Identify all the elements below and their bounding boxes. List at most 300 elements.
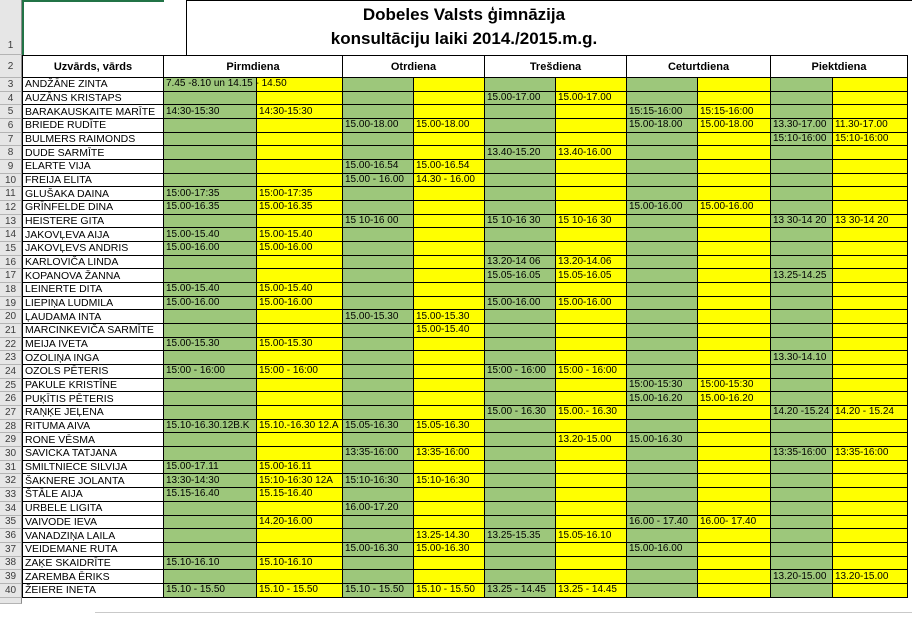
schedule-cell[interactable]	[833, 187, 908, 201]
row-header-14[interactable]: 14	[0, 228, 22, 242]
schedule-cell[interactable]	[771, 146, 833, 160]
schedule-cell[interactable]	[414, 269, 485, 283]
schedule-cell[interactable]	[833, 324, 908, 338]
schedule-cell[interactable]: 16.00 - 17.40	[627, 516, 698, 530]
schedule-cell[interactable]	[556, 474, 627, 488]
schedule-cell[interactable]	[556, 570, 627, 584]
schedule-cell[interactable]: 15.10 - 15.50	[257, 584, 343, 598]
schedule-cell[interactable]	[485, 557, 556, 571]
schedule-cell[interactable]	[164, 392, 257, 406]
schedule-cell[interactable]: 15:00-17:35	[257, 187, 343, 201]
schedule-cell[interactable]	[343, 338, 414, 352]
schedule-cell[interactable]	[698, 133, 771, 147]
schedule-cell[interactable]	[485, 242, 556, 256]
schedule-cell[interactable]: 15.10-16.10	[164, 557, 257, 571]
schedule-cell[interactable]	[627, 187, 698, 201]
schedule-cell[interactable]	[257, 310, 343, 324]
schedule-cell[interactable]	[698, 160, 771, 174]
schedule-cell[interactable]	[257, 351, 343, 365]
teacher-name-cell[interactable]: OZOLS PĒTERIS	[22, 365, 164, 379]
schedule-cell[interactable]: 15.00-18.00	[627, 119, 698, 133]
schedule-cell[interactable]	[343, 570, 414, 584]
schedule-cell[interactable]	[257, 324, 343, 338]
schedule-cell[interactable]	[833, 256, 908, 270]
row-header-8[interactable]: 8	[0, 146, 22, 160]
schedule-cell[interactable]: 15:00 - 16:00	[556, 365, 627, 379]
schedule-cell[interactable]	[257, 529, 343, 543]
schedule-cell[interactable]	[833, 392, 908, 406]
teacher-name-cell[interactable]: JAKOVĻEVA AIJA	[22, 228, 164, 242]
schedule-cell[interactable]	[556, 461, 627, 475]
schedule-cell[interactable]	[414, 392, 485, 406]
schedule-cell[interactable]	[414, 502, 485, 516]
row-header-2[interactable]: 2	[0, 55, 22, 78]
schedule-cell[interactable]	[414, 570, 485, 584]
schedule-cell[interactable]: 15.00-16.11	[257, 461, 343, 475]
schedule-cell[interactable]: 13.25-14.30	[414, 529, 485, 543]
schedule-cell[interactable]	[164, 543, 257, 557]
schedule-cell[interactable]: 15.00-15.30	[343, 310, 414, 324]
schedule-cell[interactable]	[698, 433, 771, 447]
schedule-cell[interactable]	[627, 310, 698, 324]
schedule-cell[interactable]	[414, 351, 485, 365]
schedule-cell[interactable]	[485, 119, 556, 133]
teacher-name-cell[interactable]: ŠTĀLE AIJA	[22, 488, 164, 502]
row-header-9[interactable]: 9	[0, 160, 22, 174]
schedule-cell[interactable]	[257, 215, 343, 229]
schedule-cell[interactable]	[485, 228, 556, 242]
teacher-name-cell[interactable]: SMILTNIECE SILVIJA	[22, 461, 164, 475]
row-header-22[interactable]: 22	[0, 338, 22, 352]
schedule-cell[interactable]: 15.05-16.05	[556, 269, 627, 283]
schedule-cell[interactable]	[414, 297, 485, 311]
schedule-cell[interactable]	[627, 133, 698, 147]
schedule-cell[interactable]	[627, 228, 698, 242]
schedule-cell[interactable]	[164, 269, 257, 283]
schedule-cell[interactable]	[485, 283, 556, 297]
schedule-cell[interactable]: 14.20 -15.24	[771, 406, 833, 420]
schedule-cell[interactable]	[164, 379, 257, 393]
schedule-cell[interactable]	[698, 187, 771, 201]
schedule-cell[interactable]	[164, 215, 257, 229]
schedule-cell[interactable]: 15:15-16:00	[627, 105, 698, 119]
schedule-cell[interactable]	[164, 92, 257, 106]
schedule-cell[interactable]	[771, 105, 833, 119]
schedule-cell[interactable]	[771, 92, 833, 106]
schedule-cell[interactable]	[257, 174, 343, 188]
schedule-cell[interactable]: 15.00-16.00	[164, 242, 257, 256]
row-header-35[interactable]: 35	[0, 516, 22, 530]
row-header-10[interactable]: 10	[0, 174, 22, 188]
schedule-cell[interactable]	[343, 269, 414, 283]
teacher-name-cell[interactable]: ŽEIERE INETA	[22, 584, 164, 598]
schedule-cell[interactable]: 15.00-16.00	[698, 201, 771, 215]
schedule-cell[interactable]	[771, 338, 833, 352]
row-header-stub[interactable]	[0, 598, 22, 604]
schedule-cell[interactable]	[771, 256, 833, 270]
schedule-cell[interactable]	[627, 447, 698, 461]
schedule-cell[interactable]: 13.20-14 06	[485, 256, 556, 270]
schedule-cell[interactable]	[485, 174, 556, 188]
schedule-cell[interactable]	[833, 338, 908, 352]
schedule-cell[interactable]: 15.00-16.35	[257, 201, 343, 215]
teacher-name-cell[interactable]: VAIVODE IEVA	[22, 516, 164, 530]
schedule-cell[interactable]	[771, 488, 833, 502]
schedule-cell[interactable]: 15.00 - 16.30	[485, 406, 556, 420]
teacher-name-cell[interactable]: SAVICKA TATJANA	[22, 447, 164, 461]
schedule-cell[interactable]	[414, 338, 485, 352]
schedule-cell[interactable]	[771, 365, 833, 379]
schedule-cell[interactable]	[833, 105, 908, 119]
schedule-cell[interactable]	[556, 310, 627, 324]
schedule-cell[interactable]	[257, 160, 343, 174]
schedule-cell[interactable]	[343, 297, 414, 311]
row-header-7[interactable]: 7	[0, 133, 22, 147]
schedule-cell[interactable]: 14:30-15:30	[257, 105, 343, 119]
schedule-cell[interactable]	[257, 256, 343, 270]
schedule-cell[interactable]	[627, 297, 698, 311]
schedule-cell[interactable]	[164, 502, 257, 516]
row-header-29[interactable]: 29	[0, 433, 22, 447]
schedule-cell[interactable]	[257, 146, 343, 160]
column-header-name[interactable]: Uzvārds, vārds	[22, 55, 164, 78]
schedule-cell[interactable]	[164, 174, 257, 188]
teacher-name-cell[interactable]: MEIJA IVETA	[22, 338, 164, 352]
schedule-cell[interactable]	[698, 297, 771, 311]
schedule-cell[interactable]	[257, 133, 343, 147]
schedule-cell[interactable]	[414, 516, 485, 530]
schedule-cell[interactable]	[414, 92, 485, 106]
schedule-cell[interactable]	[164, 529, 257, 543]
row-header-6[interactable]: 6	[0, 119, 22, 133]
teacher-name-cell[interactable]: JAKOVĻEVS ANDRIS	[22, 242, 164, 256]
schedule-cell[interactable]	[414, 557, 485, 571]
teacher-name-cell[interactable]: URBELE LIGITA	[22, 502, 164, 516]
schedule-cell[interactable]	[343, 433, 414, 447]
schedule-cell[interactable]	[833, 557, 908, 571]
row-header-38[interactable]: 38	[0, 557, 22, 571]
schedule-cell[interactable]	[698, 529, 771, 543]
schedule-cell[interactable]	[833, 160, 908, 174]
schedule-cell[interactable]	[556, 78, 627, 92]
teacher-name-cell[interactable]: MARCINKEVIČA SARMĪTE	[22, 324, 164, 338]
schedule-cell[interactable]	[771, 420, 833, 434]
schedule-cell[interactable]	[698, 365, 771, 379]
row-header-20[interactable]: 20	[0, 310, 22, 324]
schedule-cell[interactable]	[414, 365, 485, 379]
schedule-cell[interactable]	[485, 474, 556, 488]
schedule-cell[interactable]: 15.00 - 16.00	[343, 174, 414, 188]
schedule-cell[interactable]: 16.00-17.20	[343, 502, 414, 516]
schedule-cell[interactable]	[164, 570, 257, 584]
schedule-cell[interactable]: 15.05-16.10	[556, 529, 627, 543]
schedule-cell[interactable]	[485, 105, 556, 119]
schedule-cell[interactable]	[833, 78, 908, 92]
schedule-cell[interactable]	[414, 187, 485, 201]
row-header-25[interactable]: 25	[0, 379, 22, 393]
schedule-cell[interactable]	[485, 338, 556, 352]
schedule-cell[interactable]: 15:10-16:30	[414, 474, 485, 488]
schedule-cell[interactable]	[343, 228, 414, 242]
schedule-cell[interactable]	[556, 119, 627, 133]
schedule-cell[interactable]	[833, 174, 908, 188]
schedule-cell[interactable]	[343, 516, 414, 530]
schedule-cell[interactable]: 15.05-16.05	[485, 269, 556, 283]
schedule-cell[interactable]	[698, 283, 771, 297]
schedule-cell[interactable]: 15:00-15:30	[698, 379, 771, 393]
schedule-cell[interactable]	[627, 351, 698, 365]
schedule-cell[interactable]	[698, 324, 771, 338]
teacher-name-cell[interactable]: VANADZIŅA LAILA	[22, 529, 164, 543]
teacher-name-cell[interactable]: PUĶĪTIS PĒTERIS	[22, 392, 164, 406]
schedule-cell[interactable]	[771, 324, 833, 338]
schedule-cell[interactable]	[414, 78, 485, 92]
schedule-cell[interactable]	[414, 433, 485, 447]
schedule-cell[interactable]: 15.00-16.00	[556, 297, 627, 311]
schedule-cell[interactable]	[833, 433, 908, 447]
schedule-cell[interactable]	[485, 502, 556, 516]
schedule-cell[interactable]	[164, 119, 257, 133]
schedule-cell[interactable]	[164, 406, 257, 420]
schedule-cell[interactable]	[771, 78, 833, 92]
schedule-cell[interactable]	[343, 201, 414, 215]
schedule-cell[interactable]	[698, 215, 771, 229]
schedule-cell[interactable]: 13.25 - 14.45	[485, 584, 556, 598]
row-header-1[interactable]: 1	[0, 0, 22, 55]
schedule-cell[interactable]	[257, 119, 343, 133]
row-header-33[interactable]: 33	[0, 488, 22, 502]
schedule-cell[interactable]	[556, 543, 627, 557]
schedule-cell[interactable]: 15.00-16.00	[627, 201, 698, 215]
schedule-cell[interactable]: 15.00-17.11	[164, 461, 257, 475]
schedule-cell[interactable]	[343, 92, 414, 106]
schedule-cell[interactable]	[343, 557, 414, 571]
schedule-cell[interactable]	[833, 379, 908, 393]
schedule-cell[interactable]	[343, 529, 414, 543]
schedule-cell[interactable]	[771, 160, 833, 174]
schedule-cell[interactable]	[164, 351, 257, 365]
schedule-cell[interactable]	[257, 502, 343, 516]
schedule-cell[interactable]	[485, 488, 556, 502]
schedule-cell[interactable]: 15.00-16.20	[627, 392, 698, 406]
schedule-cell[interactable]	[698, 570, 771, 584]
schedule-cell[interactable]	[164, 433, 257, 447]
schedule-cell[interactable]	[627, 92, 698, 106]
schedule-cell[interactable]	[164, 146, 257, 160]
schedule-cell[interactable]: 13.40-15.20	[485, 146, 556, 160]
schedule-cell[interactable]	[257, 433, 343, 447]
schedule-cell[interactable]	[485, 310, 556, 324]
schedule-cell[interactable]: 15.00-18.00	[698, 119, 771, 133]
schedule-cell[interactable]: 13:30-14:30	[164, 474, 257, 488]
schedule-cell[interactable]	[257, 379, 343, 393]
schedule-cell[interactable]: 15.00.- 16.30	[556, 406, 627, 420]
row-header-32[interactable]: 32	[0, 474, 22, 488]
schedule-cell[interactable]	[833, 269, 908, 283]
column-header-day-1[interactable]: Pirmdiena	[164, 55, 343, 78]
schedule-cell[interactable]	[164, 516, 257, 530]
schedule-cell[interactable]	[485, 447, 556, 461]
schedule-cell[interactable]	[771, 529, 833, 543]
schedule-cell[interactable]: 13:35-16:00	[771, 447, 833, 461]
schedule-cell[interactable]	[771, 461, 833, 475]
schedule-cell[interactable]	[627, 146, 698, 160]
schedule-cell[interactable]	[833, 365, 908, 379]
schedule-cell[interactable]	[556, 283, 627, 297]
schedule-cell[interactable]: 15:10-16:30	[343, 474, 414, 488]
schedule-cell[interactable]: 13:35-16:00	[414, 447, 485, 461]
schedule-cell[interactable]	[414, 379, 485, 393]
schedule-cell[interactable]	[627, 557, 698, 571]
schedule-cell[interactable]	[343, 105, 414, 119]
schedule-cell[interactable]	[343, 392, 414, 406]
schedule-cell[interactable]: 13.20-15.00	[556, 433, 627, 447]
schedule-cell[interactable]: 11.30-17.00	[833, 119, 908, 133]
schedule-cell[interactable]	[627, 283, 698, 297]
schedule-cell[interactable]	[257, 92, 343, 106]
teacher-name-cell[interactable]: OZOLIŅA INGA	[22, 351, 164, 365]
schedule-cell[interactable]	[627, 256, 698, 270]
schedule-cell[interactable]	[771, 201, 833, 215]
schedule-cell[interactable]	[485, 433, 556, 447]
schedule-cell[interactable]	[343, 283, 414, 297]
schedule-cell[interactable]	[698, 447, 771, 461]
row-header-17[interactable]: 17	[0, 269, 22, 283]
schedule-cell[interactable]	[414, 201, 485, 215]
schedule-cell[interactable]	[627, 174, 698, 188]
schedule-cell[interactable]	[485, 351, 556, 365]
schedule-cell[interactable]	[771, 174, 833, 188]
schedule-cell[interactable]	[771, 433, 833, 447]
schedule-cell[interactable]	[164, 256, 257, 270]
schedule-cell[interactable]	[257, 406, 343, 420]
schedule-cell[interactable]: 15:00-15:30	[627, 379, 698, 393]
schedule-cell[interactable]	[771, 557, 833, 571]
schedule-cell[interactable]	[164, 310, 257, 324]
teacher-name-cell[interactable]: RAŅĶE JEĻENA	[22, 406, 164, 420]
schedule-cell[interactable]	[556, 174, 627, 188]
schedule-cell[interactable]	[556, 502, 627, 516]
schedule-cell[interactable]: 15 10-16 00	[343, 215, 414, 229]
schedule-cell[interactable]: 15.00-16.54	[414, 160, 485, 174]
schedule-cell[interactable]: 15.00-15.40	[257, 228, 343, 242]
teacher-name-cell[interactable]: LEINERTE DITA	[22, 283, 164, 297]
schedule-cell[interactable]: 15:00 - 16:00	[164, 365, 257, 379]
row-header-12[interactable]: 12	[0, 201, 22, 215]
schedule-cell[interactable]: 13:35-16:00	[343, 447, 414, 461]
row-header-15[interactable]: 15	[0, 242, 22, 256]
schedule-cell[interactable]	[556, 201, 627, 215]
schedule-cell[interactable]	[343, 133, 414, 147]
schedule-cell[interactable]	[698, 310, 771, 324]
schedule-cell[interactable]	[485, 461, 556, 475]
schedule-cell[interactable]	[627, 502, 698, 516]
schedule-cell[interactable]	[833, 502, 908, 516]
teacher-name-cell[interactable]: VEIDEMANE RUTA	[22, 543, 164, 557]
schedule-cell[interactable]	[698, 242, 771, 256]
teacher-name-cell[interactable]: BARAKAUSKAITE MARĪTE	[22, 105, 164, 119]
schedule-cell[interactable]: 15.00-16.20	[698, 392, 771, 406]
schedule-cell[interactable]	[627, 160, 698, 174]
teacher-name-cell[interactable]: ELARTE VIJA	[22, 160, 164, 174]
teacher-name-cell[interactable]: HEISTERE GITA	[22, 215, 164, 229]
row-header-11[interactable]: 11	[0, 187, 22, 201]
schedule-cell[interactable]: 15.00-16.00	[627, 543, 698, 557]
schedule-cell[interactable]	[771, 297, 833, 311]
row-header-19[interactable]: 19	[0, 297, 22, 311]
schedule-cell[interactable]: 15:00 - 16:00	[257, 365, 343, 379]
schedule-cell[interactable]	[485, 570, 556, 584]
schedule-cell[interactable]	[698, 502, 771, 516]
teacher-name-cell[interactable]: ANDŽĀNE ZINTA	[22, 78, 164, 92]
schedule-cell[interactable]	[257, 392, 343, 406]
schedule-cell[interactable]	[485, 324, 556, 338]
schedule-cell[interactable]	[771, 502, 833, 516]
schedule-cell[interactable]	[833, 488, 908, 502]
schedule-cell[interactable]	[257, 447, 343, 461]
schedule-cell[interactable]	[556, 133, 627, 147]
schedule-cell[interactable]	[698, 474, 771, 488]
schedule-cell[interactable]: 15:10-16:00	[771, 133, 833, 147]
schedule-cell[interactable]	[414, 146, 485, 160]
schedule-cell[interactable]	[343, 488, 414, 502]
schedule-cell[interactable]: 15.10-16.10	[257, 557, 343, 571]
row-header-23[interactable]: 23	[0, 351, 22, 365]
teacher-name-cell[interactable]: RONE VĒSMA	[22, 433, 164, 447]
schedule-cell[interactable]: 13:35-16:00	[833, 447, 908, 461]
schedule-cell[interactable]	[556, 228, 627, 242]
schedule-cell[interactable]	[833, 461, 908, 475]
schedule-cell[interactable]	[698, 461, 771, 475]
teacher-name-cell[interactable]: BRIEDE RUDĪTE	[22, 119, 164, 133]
schedule-cell[interactable]	[164, 324, 257, 338]
schedule-cell[interactable]	[556, 488, 627, 502]
schedule-cell[interactable]: 13.20-15.00	[833, 570, 908, 584]
schedule-cell[interactable]	[343, 146, 414, 160]
schedule-cell[interactable]	[343, 351, 414, 365]
schedule-cell[interactable]	[343, 461, 414, 475]
schedule-cell[interactable]: 15.00-15.30	[257, 338, 343, 352]
row-header-36[interactable]: 36	[0, 529, 22, 543]
schedule-cell[interactable]	[556, 516, 627, 530]
schedule-cell[interactable]: 15.05-16.30	[343, 420, 414, 434]
schedule-cell[interactable]: 13.20-14.06	[556, 256, 627, 270]
schedule-cell[interactable]: 14.20 - 15.24	[833, 406, 908, 420]
schedule-cell[interactable]	[771, 392, 833, 406]
schedule-cell[interactable]	[698, 420, 771, 434]
schedule-cell[interactable]	[343, 242, 414, 256]
schedule-cell[interactable]	[414, 461, 485, 475]
schedule-cell[interactable]	[698, 351, 771, 365]
schedule-cell[interactable]	[698, 78, 771, 92]
schedule-cell[interactable]	[833, 297, 908, 311]
row-header-26[interactable]: 26	[0, 392, 22, 406]
teacher-name-cell[interactable]: AUZĀNS KRISTAPS	[22, 92, 164, 106]
teacher-name-cell[interactable]: KARLOVIČA LINDA	[22, 256, 164, 270]
schedule-cell[interactable]	[414, 133, 485, 147]
schedule-cell[interactable]	[698, 488, 771, 502]
schedule-cell[interactable]: 15:15-16:00	[698, 105, 771, 119]
teacher-name-cell[interactable]: GRĪNFELDE DINA	[22, 201, 164, 215]
schedule-cell[interactable]	[771, 310, 833, 324]
schedule-cell[interactable]: 15.00-18.00	[343, 119, 414, 133]
schedule-cell[interactable]	[343, 324, 414, 338]
schedule-cell[interactable]: 15.00-16.00	[164, 297, 257, 311]
schedule-cell[interactable]	[414, 242, 485, 256]
schedule-cell[interactable]: 15 10-16 30	[556, 215, 627, 229]
schedule-cell[interactable]	[343, 78, 414, 92]
schedule-cell[interactable]	[556, 557, 627, 571]
